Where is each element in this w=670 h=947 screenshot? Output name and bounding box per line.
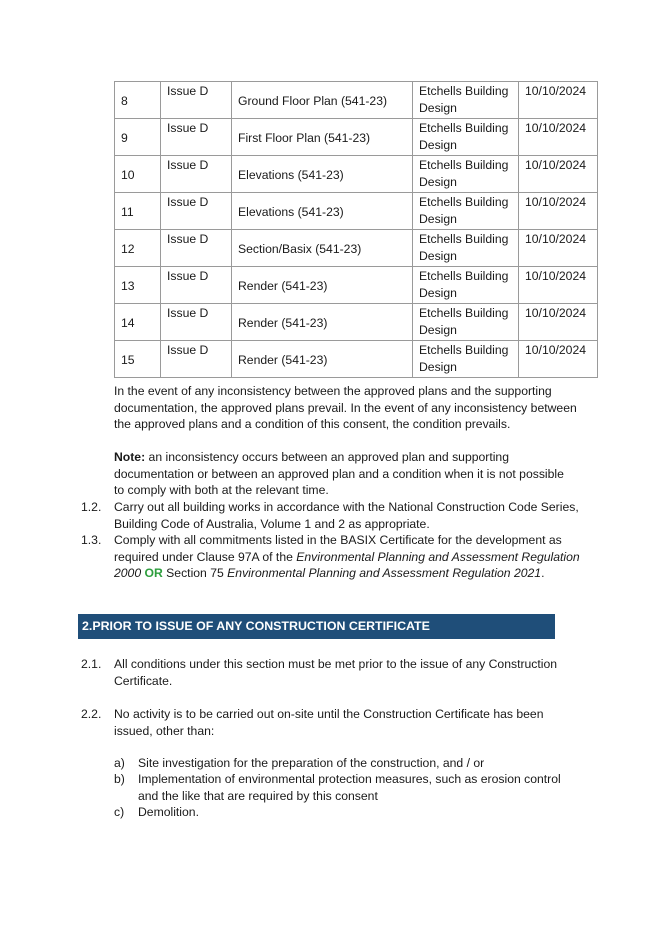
issue-cell: Issue D	[161, 82, 232, 119]
prepared-by-cell	[413, 341, 519, 378]
text-fragment: .	[541, 566, 545, 581]
prepared-by-line: Design	[419, 285, 457, 300]
note-paragraph	[114, 449, 604, 499]
prepared-by-line: Etchells Building	[419, 195, 509, 209]
table-row	[115, 341, 598, 378]
list-item	[138, 755, 598, 772]
table-row	[115, 304, 598, 341]
drawing-number-cell: 15	[115, 341, 161, 378]
text-line: In the event of any inconsistency between the approved plans and the supporting	[114, 384, 552, 398]
prepared-by-line: Etchells Building	[419, 343, 509, 357]
plan-description-cell: Elevations (541-23)	[232, 156, 413, 193]
prepared-by-line: Design	[419, 322, 457, 337]
list-letter: c)	[114, 805, 125, 819]
regulation-title: Environmental Planning and Assessment Regulation	[296, 549, 580, 564]
issue-cell: Issue D	[161, 267, 232, 304]
text-line: documentation, the approved plans prevail. In the event of any inconsistency between	[114, 400, 577, 415]
prepared-by-cell	[413, 230, 519, 267]
prepared-by-line: Etchells Building	[419, 269, 509, 283]
date-cell: 10/10/2024	[519, 193, 598, 230]
prepared-by-cell	[413, 82, 519, 119]
plan-description-cell: First Floor Plan (541-23)	[232, 119, 413, 156]
condition-2-1-text	[114, 656, 604, 689]
table-row	[115, 156, 598, 193]
date-cell: 10/10/2024	[519, 82, 598, 119]
text-line: to comply with both at the relevant time.	[114, 483, 329, 498]
text-line: No activity is to be carried out on-site until the Construction Certificate has been	[114, 707, 544, 721]
issue-cell: Issue D	[161, 119, 232, 156]
prepared-by-line: Design	[419, 211, 457, 226]
prepared-by-line: Design	[419, 100, 457, 115]
note-label: Note:	[114, 450, 146, 464]
condition-number: 1.2.	[81, 500, 102, 514]
table-row	[115, 82, 598, 119]
list-letter: b)	[114, 772, 125, 786]
prepared-by-line: Design	[419, 248, 457, 263]
plan-description-cell: Render (541-23)	[232, 267, 413, 304]
condition-number: 1.3.	[81, 533, 102, 547]
date-cell: 10/10/2024	[519, 341, 598, 378]
drawing-number-cell: 12	[115, 230, 161, 267]
condition-1-2-text	[114, 499, 604, 532]
prepared-by-cell	[413, 193, 519, 230]
text-line: the approved plans and a condition of this consent, the condition prevails.	[114, 417, 511, 432]
prepared-by-line: Etchells Building	[419, 84, 509, 98]
approved-plans-table-body	[115, 82, 598, 378]
drawing-number-cell: 8	[115, 82, 161, 119]
table-row	[115, 230, 598, 267]
table-row	[115, 193, 598, 230]
issue-cell: Issue D	[161, 341, 232, 378]
prepared-by-cell	[413, 304, 519, 341]
date-cell: 10/10/2024	[519, 230, 598, 267]
text-line: Comply with all commitments listed in the BASIX Certificate for the development as	[114, 533, 562, 547]
regulation-title: Environmental Planning and Assessment Regulation 2021	[227, 566, 542, 581]
plan-description-cell: Elevations (541-23)	[232, 193, 413, 230]
prepared-by-line: Etchells Building	[419, 232, 509, 246]
section-2-heading-banner: 2.PRIOR TO ISSUE OF ANY CONSTRUCTION CERTIFICATE	[78, 614, 555, 639]
text-line: an inconsistency occurs between an approved plan and supporting	[145, 450, 509, 464]
date-cell: 10/10/2024	[519, 267, 598, 304]
table-row	[115, 267, 598, 304]
date-cell: 10/10/2024	[519, 156, 598, 193]
prepared-by-cell	[413, 119, 519, 156]
drawing-number-cell: 10	[115, 156, 161, 193]
condition-2-2-text	[114, 706, 604, 739]
issue-cell: Issue D	[161, 193, 232, 230]
prepared-by-line: Etchells Building	[419, 306, 509, 320]
prepared-by-line: Design	[419, 137, 457, 152]
condition-number: 2.2.	[81, 707, 102, 721]
table-row	[115, 119, 598, 156]
list-item	[138, 804, 598, 821]
condition-number: 2.1.	[81, 657, 102, 671]
drawing-number-cell: 13	[115, 267, 161, 304]
prepared-by-line: Design	[419, 174, 457, 189]
approved-plans-table	[114, 81, 598, 378]
regulation-year: 2000	[114, 566, 142, 581]
list-item	[138, 771, 598, 804]
text-line: Demolition.	[138, 805, 199, 819]
list-letter: a)	[114, 756, 125, 770]
prepared-by-line: Etchells Building	[419, 121, 509, 135]
text-line: Building Code of Australia, Volume 1 and 2 as appropriate.	[114, 516, 430, 531]
prepared-by-line: Etchells Building	[419, 158, 509, 172]
issue-cell: Issue D	[161, 304, 232, 341]
text-line: Certificate.	[114, 673, 173, 688]
text-line: Implementation of environmental protection measures, such as erosion control	[138, 772, 561, 786]
text-line: documentation or between an approved plan and a condition when it is not possible	[114, 466, 564, 481]
text-line: All conditions under this section must be met prior to the issue of any Construction	[114, 657, 558, 671]
drawing-number-cell: 14	[115, 304, 161, 341]
text-line: Site investigation for the preparation of the construction, and / or	[138, 756, 485, 770]
text-fragment: required under Clause 97A of the	[114, 549, 297, 564]
issue-cell: Issue D	[161, 156, 232, 193]
text-line: and the like that are required by this consent	[138, 788, 378, 803]
date-cell: 10/10/2024	[519, 304, 598, 341]
drawing-number-cell: 11	[115, 193, 161, 230]
plan-description-cell: Render (541-23)	[232, 304, 413, 341]
inconsistency-paragraph	[114, 383, 604, 433]
text-fragment: Section 75	[162, 566, 228, 581]
condition-1-3-text	[114, 532, 604, 582]
issue-cell: Issue D	[161, 230, 232, 267]
plan-description-cell: Section/Basix (541-23)	[232, 230, 413, 267]
date-cell: 10/10/2024	[519, 119, 598, 156]
prepared-by-line: Design	[419, 359, 457, 374]
text-line: Carry out all building works in accordance with the National Construction Code Series,	[114, 500, 579, 514]
plan-description-cell: Ground Floor Plan (541-23)	[232, 82, 413, 119]
plan-description-cell: Render (541-23)	[232, 341, 413, 378]
or-keyword: OR	[144, 566, 163, 581]
prepared-by-cell	[413, 156, 519, 193]
text-line: issued, other than:	[114, 723, 215, 738]
drawing-number-cell: 9	[115, 119, 161, 156]
prepared-by-cell	[413, 267, 519, 304]
